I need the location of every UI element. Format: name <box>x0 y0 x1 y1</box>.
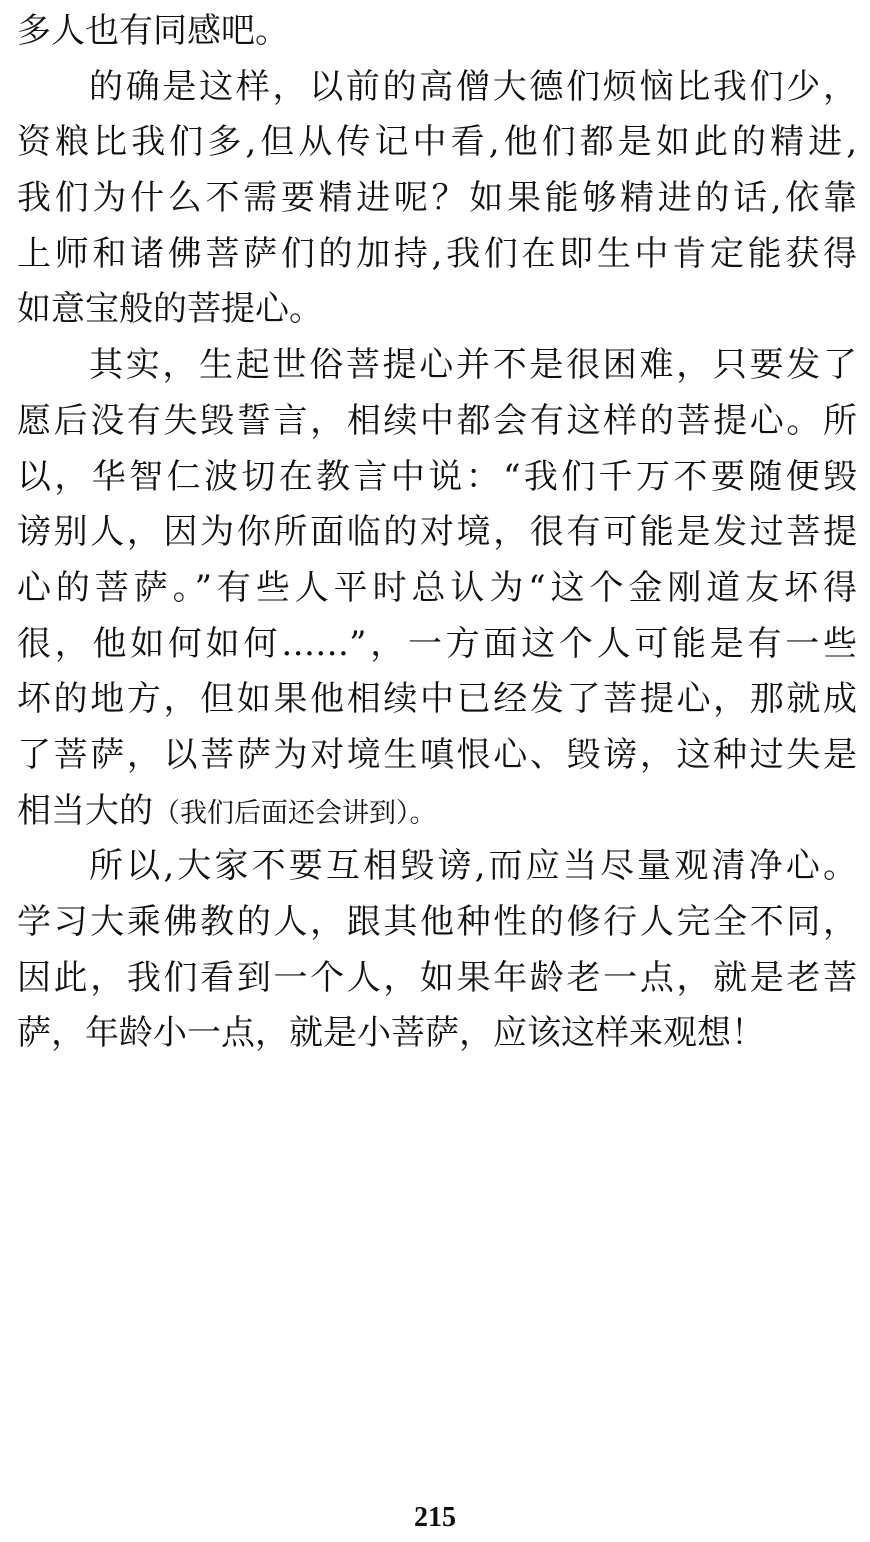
text-line-main: 相当大的 <box>17 790 153 831</box>
text-line: 愿后没有失毁誓言，相续中都会有这样的菩提心。所 <box>17 400 857 441</box>
text-line: 其实，生起世俗菩提心并不是很困难，只要发了 <box>89 345 857 386</box>
text-line: 多人也有同感吧。 <box>17 11 289 51</box>
text-line: 很，他如何如何……”，一方面这个人可能是有一些 <box>17 623 857 664</box>
text-line: 资粮比我们多,但从传记中看,他们都是如此的精进, <box>17 122 857 163</box>
text-line: 心的菩萨。”有些人平时总认为“这个金刚道友坏得 <box>17 567 857 608</box>
text-line: 的确是这样，以前的高僧大德们烦恼比我们少， <box>89 66 857 107</box>
text-line: 上师和诸佛菩萨们的加持,我们在即生中肯定能获得 <box>17 233 857 274</box>
page-number: 215 <box>414 1502 456 1533</box>
text-line: 坏的地方，但如果他相续中已经发了菩提心，那就成 <box>17 679 857 720</box>
parenthetical-note: （我们后面还会讲到）。 <box>153 797 437 829</box>
text-line: 谤别人，因为你所面临的对境，很有可能是发过菩提 <box>17 512 857 553</box>
text-line: 我们为什么不需要精进呢？如果能够精进的话,依靠 <box>17 178 857 219</box>
text-line: 如意宝般的菩提心。 <box>17 289 323 330</box>
text-line: 了菩萨，以菩萨为对境生嗔恨心、毁谤，这种过失是 <box>17 734 857 775</box>
text-line: 所以,大家不要互相毁谤,而应当尽量观清净心。 <box>89 846 857 887</box>
page-body <box>17 0 857 1062</box>
text-line <box>17 784 857 840</box>
text-line: 以，华智仁波切在教言中说：“我们千万不要随便毁 <box>17 456 857 497</box>
text-line: 学习大乘佛教的人，跟其他种性的修行人完全不同， <box>17 902 857 942</box>
text-line: 因此，我们看到一个人，如果年龄老一点，就是老菩 <box>17 957 857 998</box>
text-line: 萨，年龄小一点，就是小菩萨，应该这样来观想！ <box>17 1013 765 1054</box>
